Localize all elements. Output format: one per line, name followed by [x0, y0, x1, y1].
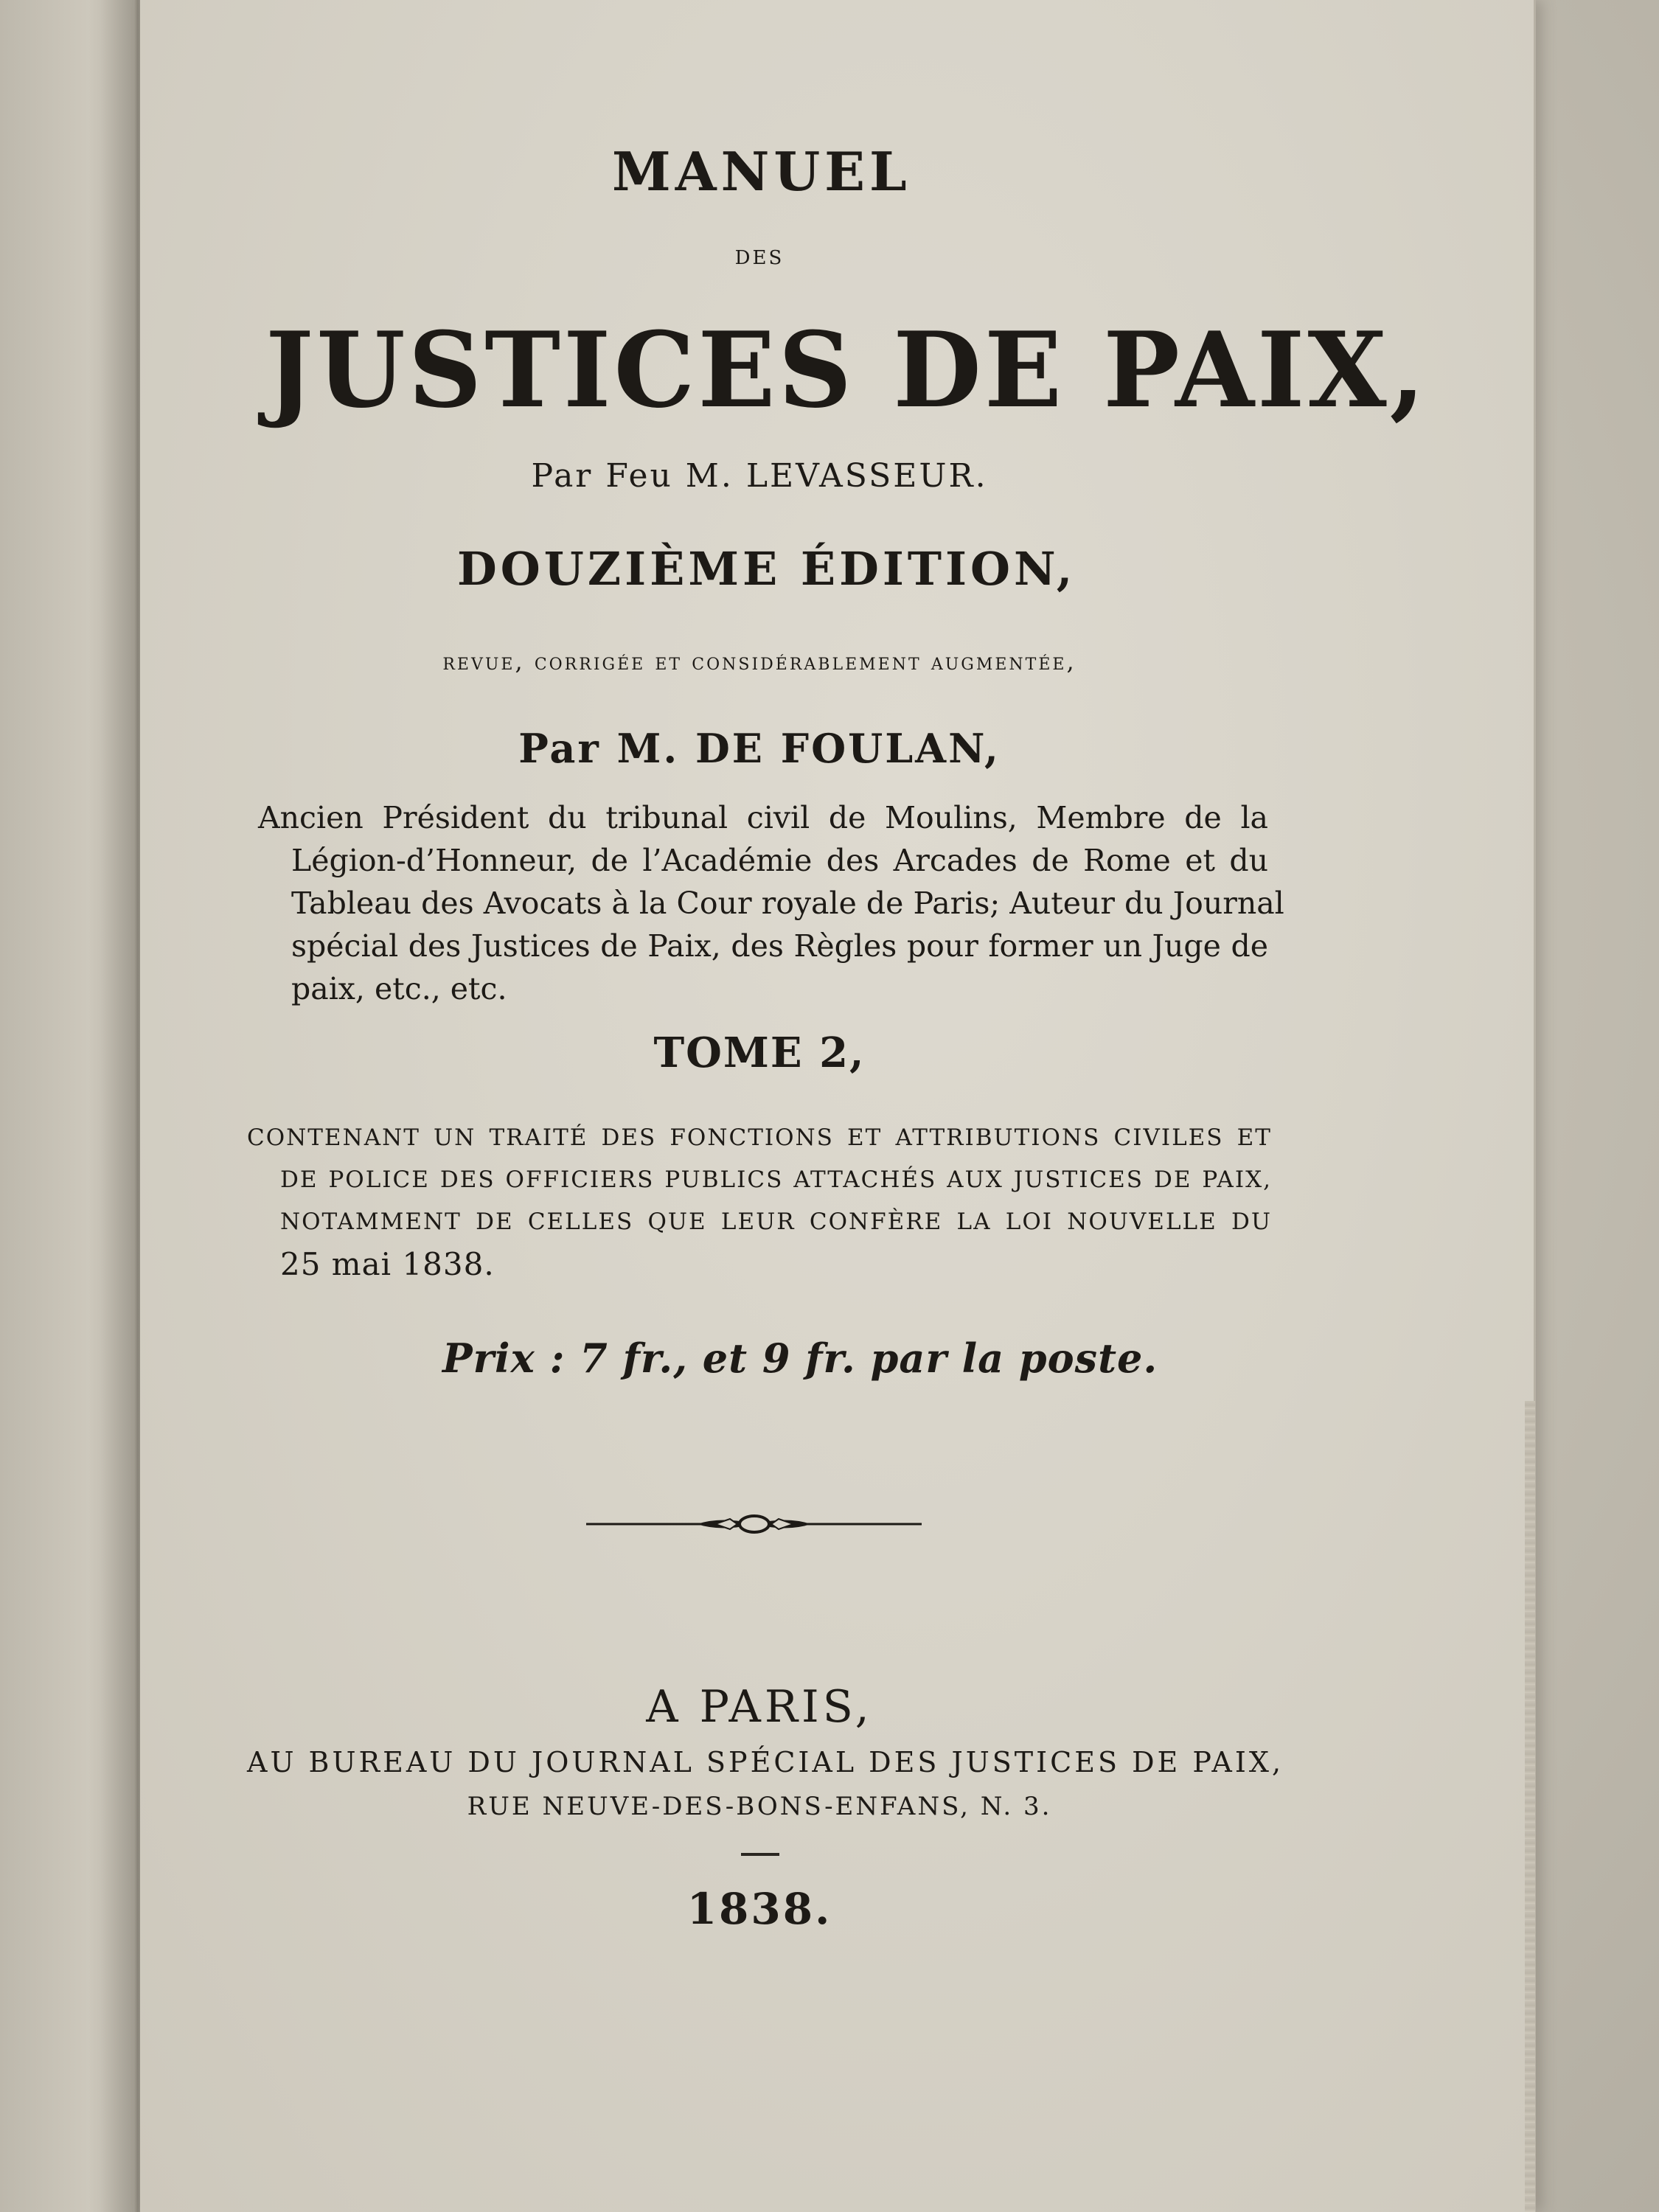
- reviser-bio: [258, 796, 1284, 1010]
- bio-line: Légion-d’Honneur, de l’Académie des Arcades de Rome et du: [291, 843, 1268, 878]
- bio-line: spécial des Justices de Paix, des Règles pour former un Juge de: [291, 928, 1268, 964]
- tome-line: TOME 2,: [653, 1029, 866, 1077]
- short-rule: [741, 1853, 779, 1856]
- author-line: Par Feu M. LEVASSEUR.: [531, 457, 988, 495]
- main-title: JUSTICES DE PAIX,: [265, 308, 1428, 431]
- contents-description: [247, 1117, 1272, 1285]
- contents-line: NOTAMMENT DE CELLES QUE LEUR CONFÈRE LA LOI NOUVELLE DU: [280, 1208, 1272, 1235]
- contents-line: 25 mai 1838.: [280, 1246, 495, 1282]
- reviser-line: Par M. DE FOULAN,: [518, 725, 1001, 772]
- address-line: RUE NEUVE-DES-BONS-ENFANS, N. 3.: [467, 1792, 1052, 1821]
- revision-line: revue, corrigée et considérablement augmentée,: [442, 647, 1077, 675]
- bio-line: paix, etc., etc.: [291, 971, 507, 1006]
- contents-line: CONTENANT UN TRAITÉ DES FONCTIONS ET ATTRIBUTIONS CIVILES ET: [247, 1124, 1272, 1151]
- edition-line: DOUZIÈME ÉDITION,: [457, 542, 1077, 596]
- publisher-line: AU BUREAU DU JOURNAL SPÉCIAL DES JUSTICES DE PAIX,: [247, 1746, 1284, 1778]
- year-line: 1838.: [686, 1884, 832, 1934]
- bio-line: Tableau des Avocats à la Cour royale de Paris; Auteur du Journal: [291, 886, 1284, 921]
- contents-line: DE POLICE DES OFFICIERS PUBLICS ATTACHÉS AUX JUSTICES DE PAIX,: [280, 1166, 1272, 1193]
- place-line: A PARIS,: [646, 1681, 873, 1733]
- title-manuel: MANUEL: [612, 140, 911, 203]
- bio-line: Ancien Président du tribunal civil de Moulins, Membre de la: [258, 800, 1268, 835]
- price-line: Prix : 7 fr., et 9 fr. par la poste.: [442, 1335, 1158, 1382]
- ornament-rule: [586, 1512, 922, 1537]
- deckle-edge: [1525, 1401, 1535, 2212]
- title-des: DES: [734, 247, 785, 269]
